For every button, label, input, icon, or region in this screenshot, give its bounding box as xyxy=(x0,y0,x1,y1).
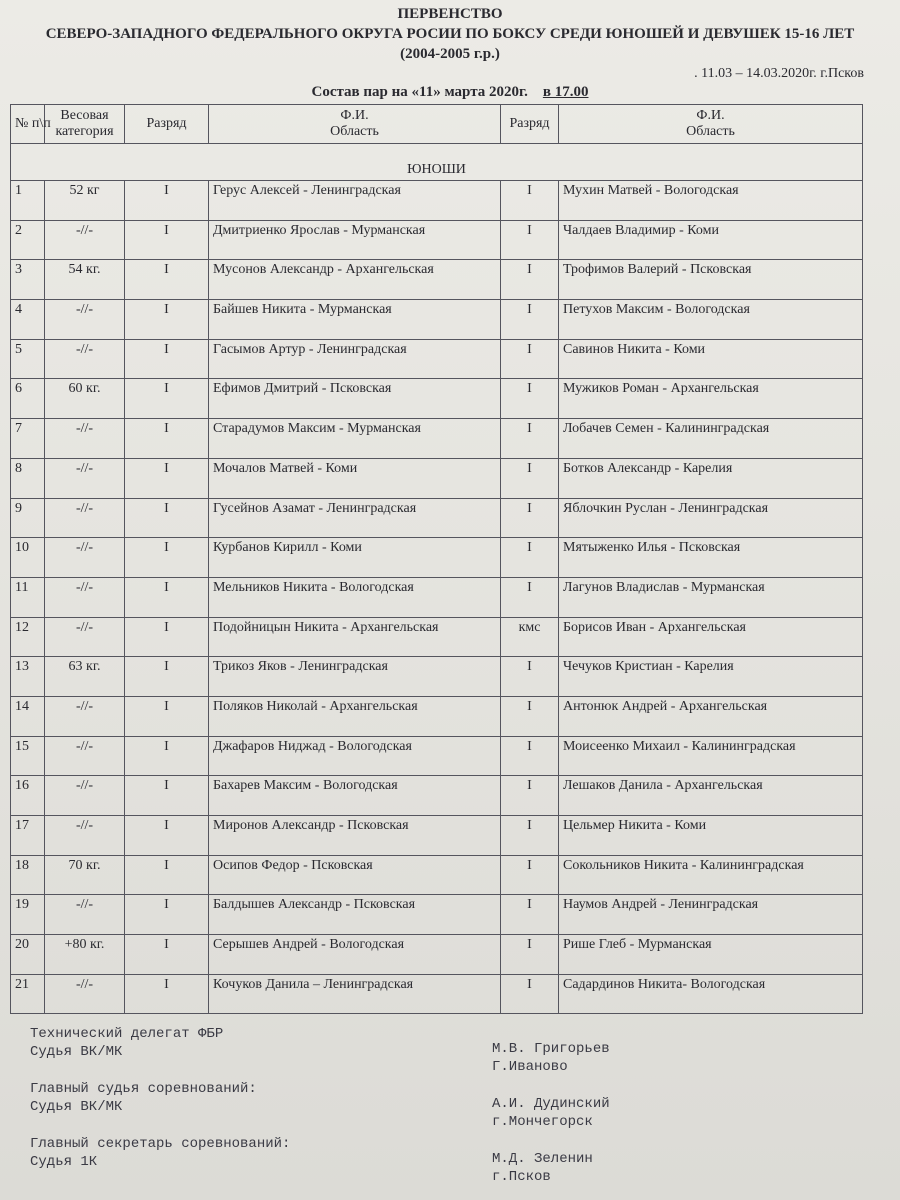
rank-a: I xyxy=(125,657,209,697)
fighter-a: Кочуков Данила – Ленинградская xyxy=(209,974,501,1014)
table-row xyxy=(11,696,863,736)
fighter-b: Антонюк Андрей - Архангельская xyxy=(559,696,863,736)
rank-b: кмс xyxy=(501,617,559,657)
fighter-a: Ефимов Дмитрий - Псковская xyxy=(209,379,501,419)
fighter-a: Герус Алексей - Ленинградская xyxy=(209,181,501,221)
rank-b: I xyxy=(501,696,559,736)
document-header xyxy=(0,4,900,64)
header-category xyxy=(45,105,125,144)
fighter-a: Гасымов Артур - Ленинградская xyxy=(209,339,501,379)
table-row xyxy=(11,458,863,498)
pair-number: 14 xyxy=(11,696,45,736)
rank-a: I xyxy=(125,974,209,1014)
weight-category: 63 кг. xyxy=(45,657,125,697)
pairs-title xyxy=(0,84,900,101)
fighter-b: Мятыженко Илья - Псковская xyxy=(559,538,863,578)
fighter-a: Подойницын Никита - Архангельская xyxy=(209,617,501,657)
rank-a: I xyxy=(125,379,209,419)
table-row xyxy=(11,935,863,975)
table-row xyxy=(11,895,863,935)
rank-a: I xyxy=(125,339,209,379)
table-row xyxy=(11,816,863,856)
signature-grade: Судья ВК/МК xyxy=(30,1044,123,1060)
fighter-b: Борисов Иван - Архангельская xyxy=(559,617,863,657)
rank-a: I xyxy=(125,776,209,816)
signature-title-block xyxy=(30,1025,223,1061)
pair-number: 3 xyxy=(11,260,45,300)
signature-title-block xyxy=(30,1135,290,1171)
fighter-a: Байшев Никита - Мурманская xyxy=(209,300,501,340)
rank-a: I xyxy=(125,498,209,538)
weight-category: -//- xyxy=(45,736,125,776)
table-row xyxy=(11,419,863,459)
rank-a: I xyxy=(125,458,209,498)
weight-category: 60 кг. xyxy=(45,379,125,419)
section-label: ЮНОШИ xyxy=(11,144,863,181)
table-row xyxy=(11,498,863,538)
fighter-a: Поляков Николай - Архангельская xyxy=(209,696,501,736)
weight-category: -//- xyxy=(45,458,125,498)
rank-b: I xyxy=(501,577,559,617)
signature-name-block xyxy=(492,1095,610,1131)
fighter-b: Ботков Александр - Карелия xyxy=(559,458,863,498)
fighter-a: Миронов Александр - Псковская xyxy=(209,816,501,856)
pair-number: 18 xyxy=(11,855,45,895)
fighter-b: Наумов Андрей - Ленинградская xyxy=(559,895,863,935)
table-row xyxy=(11,657,863,697)
rank-b: I xyxy=(501,458,559,498)
table-row xyxy=(11,776,863,816)
fighter-b: Петухов Максим - Вологодская xyxy=(559,300,863,340)
fighter-a: Осипов Федор - Псковская xyxy=(209,855,501,895)
rank-b: I xyxy=(501,816,559,856)
fighter-a: Джафаров Ниджад - Вологодская xyxy=(209,736,501,776)
fighter-b: Чечуков Кристиан - Карелия xyxy=(559,657,863,697)
rank-a: I xyxy=(125,895,209,935)
weight-category: -//- xyxy=(45,220,125,260)
signature-city: г.Псков xyxy=(492,1169,551,1185)
rank-a: I xyxy=(125,181,209,221)
signature-role: Главный секретарь соревнований: xyxy=(30,1136,291,1152)
weight-category: -//- xyxy=(45,895,125,935)
rank-b: I xyxy=(501,974,559,1014)
rank-a: I xyxy=(125,617,209,657)
fighter-a: Балдышев Александр - Псковская xyxy=(209,895,501,935)
pair-number: 8 xyxy=(11,458,45,498)
pairs-time: в 17.00 xyxy=(542,84,589,100)
rank-a: I xyxy=(125,300,209,340)
pair-number: 5 xyxy=(11,339,45,379)
table-header-row xyxy=(11,105,863,144)
section-row xyxy=(11,144,863,181)
fighter-a: Мочалов Матвей - Коми xyxy=(209,458,501,498)
fighter-b: Лешаков Данила - Архангельская xyxy=(559,776,863,816)
rank-a: I xyxy=(125,577,209,617)
signature-role: Главный судья соревнований: xyxy=(30,1081,257,1097)
weight-category: -//- xyxy=(45,617,125,657)
pair-number: 17 xyxy=(11,816,45,856)
header-fio-b-label: Ф.И. xyxy=(696,108,725,123)
rank-b: I xyxy=(501,379,559,419)
rank-b: I xyxy=(501,339,559,379)
weight-category: -//- xyxy=(45,300,125,340)
weight-category: -//- xyxy=(45,696,125,736)
header-region-b-label: Область xyxy=(686,124,735,139)
rank-a: I xyxy=(125,855,209,895)
rank-b: I xyxy=(501,895,559,935)
table-row xyxy=(11,736,863,776)
fighter-a: Курбанов Кирилл - Коми xyxy=(209,538,501,578)
rank-b: I xyxy=(501,736,559,776)
header-region-a-label: Область xyxy=(330,124,379,139)
fighter-b: Мухин Матвей - Вологодская xyxy=(559,181,863,221)
fighter-b: Лобачев Семен - Калининградская xyxy=(559,419,863,459)
rank-b: I xyxy=(501,935,559,975)
signature-grade: Судья 1К xyxy=(30,1154,98,1170)
header-years: (2004-2005 г.р.) xyxy=(400,46,500,62)
rank-a: I xyxy=(125,736,209,776)
fighter-a: Мельников Никита - Вологодская xyxy=(209,577,501,617)
signature-name: М.Д. Зеленин xyxy=(492,1151,593,1167)
pair-number: 16 xyxy=(11,776,45,816)
fighter-a: Дмитриенко Ярослав - Мурманская xyxy=(209,220,501,260)
header-category-label: Весовая категория xyxy=(55,108,114,139)
signature-grade: Судья ВК/МК xyxy=(30,1099,123,1115)
weight-category: -//- xyxy=(45,339,125,379)
pair-number: 12 xyxy=(11,617,45,657)
rank-a: I xyxy=(125,696,209,736)
header-rank-a: Разряд xyxy=(125,105,209,144)
table-row xyxy=(11,260,863,300)
pair-number: 7 xyxy=(11,419,45,459)
rank-a: I xyxy=(125,220,209,260)
fighter-b: Чалдаев Владимир - Коми xyxy=(559,220,863,260)
weight-category: -//- xyxy=(45,577,125,617)
signature-name-block xyxy=(492,1040,610,1076)
table-row xyxy=(11,617,863,657)
rank-b: I xyxy=(501,220,559,260)
pair-number: 11 xyxy=(11,577,45,617)
pair-number: 10 xyxy=(11,538,45,578)
fighter-a: Трикоз Яков - Ленинградская xyxy=(209,657,501,697)
pair-number: 19 xyxy=(11,895,45,935)
signature-city: г.Мончегорск xyxy=(492,1114,593,1130)
pair-number: 15 xyxy=(11,736,45,776)
rank-b: I xyxy=(501,657,559,697)
pairs-date: Состав пар на «11» марта 2020г. xyxy=(311,84,528,100)
pairs-table xyxy=(10,104,863,1014)
weight-category: -//- xyxy=(45,538,125,578)
signature-name: М.В. Григорьев xyxy=(492,1041,610,1057)
rank-a: I xyxy=(125,260,209,300)
fighter-b: Садардинов Никита- Вологодская xyxy=(559,974,863,1014)
pair-number: 4 xyxy=(11,300,45,340)
rank-a: I xyxy=(125,538,209,578)
pair-number: 2 xyxy=(11,220,45,260)
rank-a: I xyxy=(125,935,209,975)
pair-number: 1 xyxy=(11,181,45,221)
fighter-b: Лагунов Владислав - Мурманская xyxy=(559,577,863,617)
table-row xyxy=(11,577,863,617)
table-row xyxy=(11,379,863,419)
fighter-a: Старадумов Максим - Мурманская xyxy=(209,419,501,459)
pair-number: 21 xyxy=(11,974,45,1014)
header-fio-a xyxy=(209,105,501,144)
header-title: ПЕРВЕНСТВО xyxy=(397,6,503,22)
signature-title-block xyxy=(30,1080,257,1116)
signature-city: Г.Иваново xyxy=(492,1059,568,1075)
pair-number: 9 xyxy=(11,498,45,538)
table-row xyxy=(11,300,863,340)
header-subtitle: СЕВЕРО-ЗАПАДНОГО ФЕДЕРАЛЬНОГО ОКРУГА РОСИИ ПО БОКСУ СРЕДИ ЮНОШЕЙ И ДЕВУШЕК 15-16 ЛЕТ xyxy=(45,26,855,42)
fighter-a: Мусонов Александр - Архангельская xyxy=(209,260,501,300)
table-row xyxy=(11,220,863,260)
rank-b: I xyxy=(501,538,559,578)
weight-category: +80 кг. xyxy=(45,935,125,975)
weight-category: -//- xyxy=(45,776,125,816)
rank-b: I xyxy=(501,419,559,459)
header-num: № п\п xyxy=(11,105,45,144)
weight-category: -//- xyxy=(45,816,125,856)
weight-category: 54 кг. xyxy=(45,260,125,300)
rank-a: I xyxy=(125,816,209,856)
pair-number: 20 xyxy=(11,935,45,975)
table-row xyxy=(11,855,863,895)
table-row xyxy=(11,339,863,379)
fighter-b: Трофимов Валерий - Псковская xyxy=(559,260,863,300)
fighter-b: Цельмер Никита - Коми xyxy=(559,816,863,856)
rank-b: I xyxy=(501,300,559,340)
rank-a: I xyxy=(125,419,209,459)
header-fio-a-label: Ф.И. xyxy=(340,108,369,123)
header-rank-b: Разряд xyxy=(501,105,559,144)
pair-number: 13 xyxy=(11,657,45,697)
signature-role: Технический делегат ФБР xyxy=(30,1026,224,1042)
fighter-a: Гусейнов Азамат - Ленинградская xyxy=(209,498,501,538)
table-row xyxy=(11,538,863,578)
fighter-b: Моисеенко Михаил - Калининградская xyxy=(559,736,863,776)
fighter-a: Бахарев Максим - Вологодская xyxy=(209,776,501,816)
rank-b: I xyxy=(501,855,559,895)
rank-b: I xyxy=(501,181,559,221)
rank-b: I xyxy=(501,260,559,300)
weight-category: 70 кг. xyxy=(45,855,125,895)
weight-category: -//- xyxy=(45,974,125,1014)
signature-name: А.И. Дудинский xyxy=(492,1096,610,1112)
fighter-b: Яблочкин Руслан - Ленинградская xyxy=(559,498,863,538)
header-fio-b xyxy=(559,105,863,144)
fighter-b: Мужиков Роман - Архангельская xyxy=(559,379,863,419)
weight-category: -//- xyxy=(45,498,125,538)
rank-b: I xyxy=(501,776,559,816)
pair-number: 6 xyxy=(11,379,45,419)
weight-category: 52 кг xyxy=(45,181,125,221)
event-dates: . 11.03 – 14.03.2020г. г.Псков xyxy=(694,66,864,81)
fighter-b: Рише Глеб - Мурманская xyxy=(559,935,863,975)
weight-category: -//- xyxy=(45,419,125,459)
fighter-b: Сокольников Никита - Калининградская xyxy=(559,855,863,895)
signature-name-block xyxy=(492,1150,593,1186)
fighter-a: Серышев Андрей - Вологодская xyxy=(209,935,501,975)
table-row xyxy=(11,181,863,221)
table-row xyxy=(11,974,863,1014)
rank-b: I xyxy=(501,498,559,538)
fighter-b: Савинов Никита - Коми xyxy=(559,339,863,379)
